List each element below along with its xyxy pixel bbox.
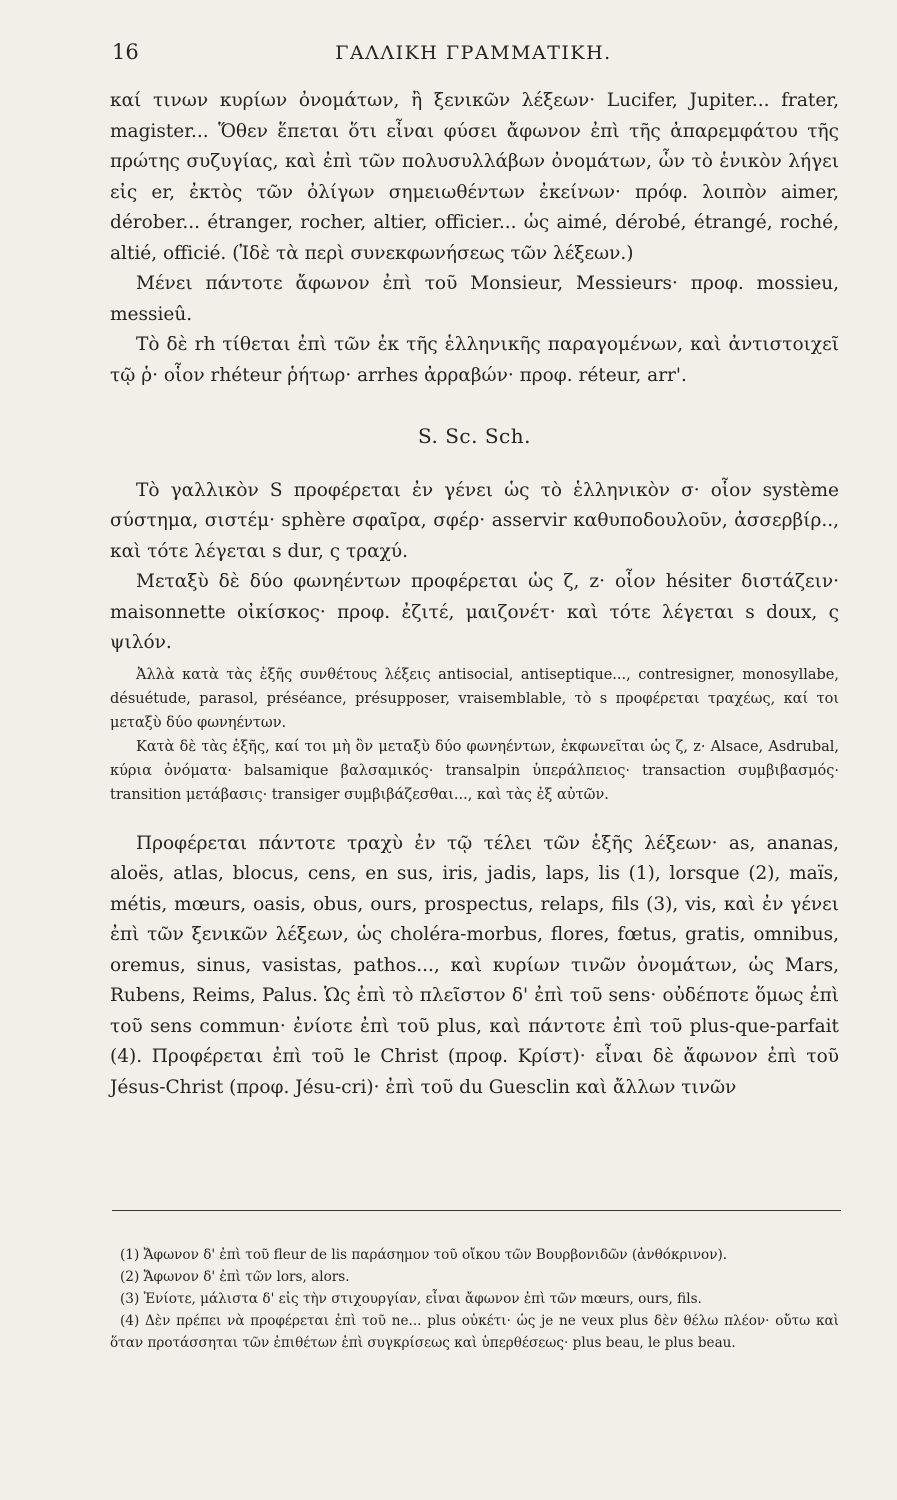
- page-header: [112, 40, 835, 74]
- paragraph: καί τινων κυρίων ὀνομάτων, ἢ ξενικῶν λέξεων· Lucifer, Jupiter... frater, magister... Ὅθεν ἕπεται ὅτι εἶναι φύσει ἄφωνον ἐπὶ τῆς ἀπαρεμφάτου τῆς πρώτης συζυγίας, καὶ ἐπὶ τῶν πολυσυλλάβων ὀνομάτων, ὧν τὸ ἑνικὸν λήγει εἰς er, ἐκτὸς τῶν ὀλίγων σημειωθέντων ἐκείνων· πρόφ. λοιπὸν aimer, dérober... étranger, rocher, altier, officier... ὡς aimé, dérobé, étrangé, roché, altié, officié. (Ἰδὲ τὰ περὶ συνεκφωνήσεως τῶν λέξεων.): [110, 90, 839, 264]
- running-title: ΓΑΛΛΙΚΗ ΓΡΑΜΜΑΤΙΚΗ.: [335, 42, 612, 64]
- paragraph: Τὸ δὲ rh τίθεται ἐπὶ τῶν ἐκ τῆς ἑλληνικῆς παραγομένων, καὶ ἀντιστοιχεῖ τῷ ῥ· οἷον rhéteur ῥήτωρ· arrhes ἀρραβών· προφ. réteur, arr'.: [110, 334, 839, 386]
- footnote: (2) Ἄφωνον δ' ἐπὶ τῶν lors, alors.: [120, 1269, 350, 1285]
- section-heading: S. Sc. Sch.: [418, 424, 531, 448]
- paragraph: Προφέρεται πάντοτε τραχὺ ἐν τῷ τέλει τῶν ἑξῆς λέξεων· as, ananas, aloës, atlas, blocus, cens, en sus, iris, jadis, laps, lis (1), lorsque (2), maïs, métis, mœurs, oasis, obus, ours, prospectus, relaps, fils (3), vis, καὶ ἐν γένει ἐπὶ τῶν ξενικῶν λέξεων, ὡς choléra-morbus, flores, fœtus, gratis, omnibus, oremus, sinus, vasistas, pathos..., καὶ κυρίων τινῶν ὀνομάτων, ὡς Mars, Rubens, Reims, Palus. Ὡς ἐπὶ τὸ πλεῖστον δ' ἐπὶ τοῦ sens· οὐδέποτε ὅμως ἐπὶ τοῦ sens commun· ἐνίοτε ἐπὶ τοῦ plus, καὶ πάντοτε ἐπὶ τοῦ plus-que-parfait (4). Προφέρεται ἐπὶ τοῦ le Christ (προφ. Κρίστ)· εἶναι δὲ ἄφωνον ἐπὶ τοῦ Jésus-Christ (προφ. Jésu-cri)· ἐπὶ τοῦ du Guesclin καὶ ἄλλων τινῶν: [110, 832, 839, 1098]
- footnote-divider: [112, 1210, 841, 1211]
- paragraph: Μεταξὺ δὲ δύο φωνηέντων προφέρεται ὡς ζ, z· οἷον hésiter διστάζειν· maisonnette οἰκίσκος· προφ. ἐζιτέ, μαιζονέτ· καὶ τότε λέγεται s doux, ς ψιλόν.: [110, 571, 839, 653]
- footnote: (3) Ἐνίοτε, μάλιστα δ' εἰς τὴν στιχουργίαν, εἶναι ἄφωνον ἐπὶ τῶν mœurs, ours, fils.: [120, 1291, 702, 1307]
- page-number: 16: [112, 40, 139, 64]
- small-paragraph: Κατὰ δὲ τὰς ἑξῆς, καί τοι μὴ ὂν μεταξὺ δύο φωνηέντων, ἐκφωνεῖται ὡς ζ, z· Alsace, Asdrubal, κύρια ὀνόματα· balsamique βαλσαμικός· transalpin ὑπεράλπειος· transaction συμβιβασμός· transition μετάβασις· transiger συμβιβάζεσθαι..., καὶ τὰς ἐξ αὐτῶν.: [110, 738, 839, 803]
- footnotes: [110, 1244, 839, 1354]
- small-paragraph: Ἀλλὰ κατὰ τὰς ἑξῆς συνθέτους λέξεις antisocial, antiseptique..., contresigner, monosyllabe, désuétude, parasol, préséance, présupposer, vraisemblable, τὸ s προφέρεται τραχέως, καί τοι μεταξὺ δύο φωνηέντων.: [110, 666, 839, 731]
- footnote: (4) Δὲν πρέπει νὰ προφέρεται ἐπὶ τοῦ ne... plus οὐκέτι· ὡς je ne veux plus δὲν θέλω πλέον· οὔτω καὶ ὅταν προτάσσηται τῶν ἐπιθέτων ἐπὶ συγκρίσεως καὶ ὑπερθέσεως· plus beau, le plus beau.: [110, 1313, 839, 1351]
- paragraph: Τὸ γαλλικὸν S προφέρεται ἐν γένει ὡς τὸ ἑλληνικὸν σ· οἷον système σύστημα, σιστέμ· sphère σφαῖρα, σφέρ· asservir καθυποδουλοῦν, ἀσσερβίρ.., καὶ τότε λέγεται s dur, ς τραχύ.: [110, 479, 839, 562]
- main-text: [110, 86, 839, 1103]
- paragraph: Μένει πάντοτε ἄφωνον ἐπὶ τοῦ Monsieur, Messieurs· προφ. mossieu, messieû.: [110, 273, 839, 325]
- footnote: (1) Ἄφωνον δ' ἐπὶ τοῦ fleur de lis παράσημον τοῦ οἴκου τῶν Βουρβονιδῶν (ἀνθόκρινον).: [120, 1247, 728, 1263]
